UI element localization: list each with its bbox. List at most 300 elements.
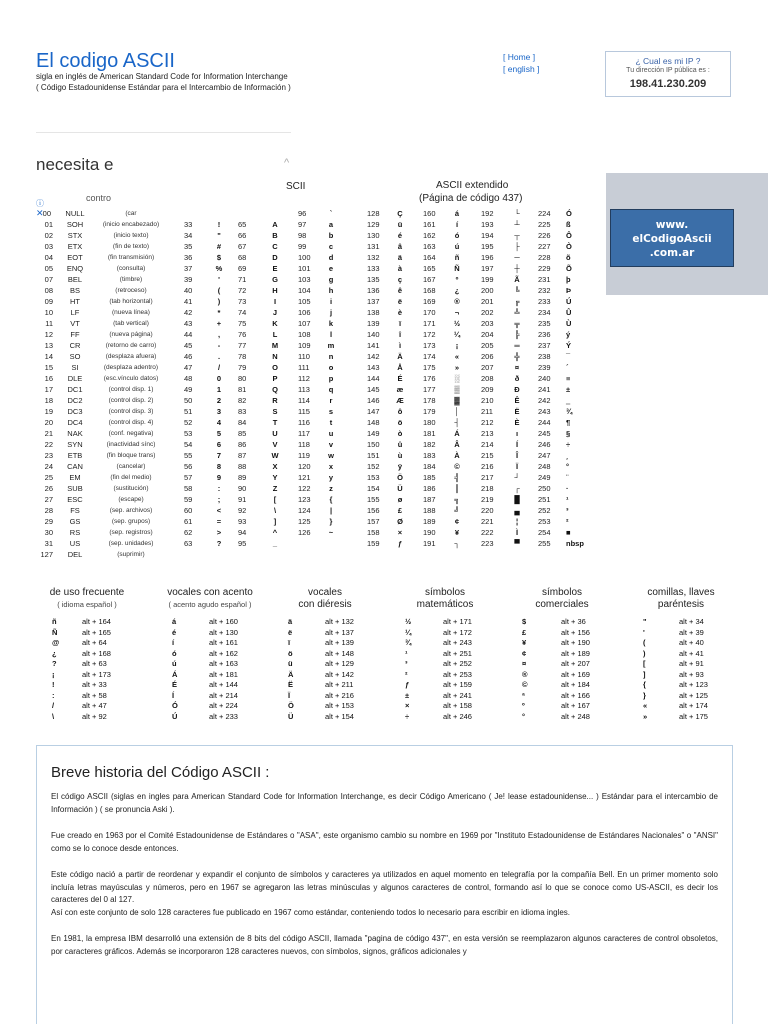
code-glyph: [ (273, 495, 277, 504)
shortcut-char: ë (288, 627, 293, 637)
code-decimal: 45 (184, 341, 193, 350)
code-description: (desplaza afuera) (105, 353, 157, 360)
code-glyph: ╔ (514, 297, 520, 306)
group-subtitle: ( idioma español ) (57, 600, 117, 609)
code-glyph: * (217, 308, 221, 317)
code-glyph: o (328, 363, 334, 372)
code-decimal: 27 (44, 495, 53, 504)
code-glyph: K (272, 319, 278, 328)
code-decimal: 113 (298, 385, 310, 394)
code-abbrev: LF (70, 308, 80, 317)
code-decimal: 53 (184, 429, 193, 438)
code-decimal: 83 (238, 407, 247, 416)
code-decimal: 244 (538, 418, 551, 427)
code-decimal: 49 (184, 385, 193, 394)
code-glyph: Á (454, 429, 460, 438)
code-decimal: 187 (423, 495, 436, 504)
code-decimal: 189 (423, 517, 436, 526)
code-decimal: 128 (367, 209, 380, 218)
code-decimal: 136 (367, 286, 380, 295)
code-glyph: ê (397, 286, 403, 295)
code-decimal: 22 (44, 440, 53, 449)
code-glyph: ▓ (454, 396, 460, 405)
shortcut-code: alt + 173 (82, 669, 111, 679)
shortcut-char: ( (643, 638, 646, 647)
shortcut-code: alt + 91 (679, 659, 704, 668)
shortcut-row (0, 617, 768, 628)
code-decimal: 59 (184, 495, 193, 504)
code-glyph: ¶ (566, 418, 571, 427)
code-decimal: 00 (42, 209, 51, 218)
code-decimal: 117 (298, 429, 310, 438)
code-glyph: ¸ (566, 451, 569, 460)
code-abbrev: STX (67, 231, 83, 240)
subtitle: sigla en inglés de American Standard Code for Information Interchange (36, 72, 288, 81)
code-decimal: 93 (238, 517, 247, 526)
shortcut-code: alt + 47 (82, 701, 107, 710)
shortcut-code: alt + 159 (443, 680, 472, 689)
code-glyph: x (328, 462, 334, 471)
code-decimal: 125 (298, 517, 311, 526)
code-glyph: ± (566, 385, 571, 394)
code-abbrev: NAK (67, 429, 83, 438)
shortcut-char: } (643, 690, 646, 700)
code-glyph: æ (396, 385, 404, 394)
code-glyph: y (328, 473, 334, 482)
extended-header: ASCII extendido (436, 180, 509, 191)
code-decimal: 12 (44, 330, 53, 339)
code-decimal: 118 (298, 440, 310, 449)
shortcut-code: alt + 175 (679, 711, 708, 721)
code-glyph: Ì (515, 528, 519, 537)
close-icon[interactable]: ✕ (36, 208, 44, 218)
code-decimal: 40 (184, 286, 193, 295)
code-decimal: 174 (423, 352, 436, 361)
group-title: de uso frecuente (49, 587, 125, 598)
code-glyph: ‗ (566, 396, 571, 405)
code-decimal: 95 (238, 539, 247, 548)
code-decimal: 196 (481, 253, 494, 262)
group-header (631, 587, 731, 611)
code-abbrev: NULL (65, 209, 85, 218)
code-glyph: ä (397, 253, 403, 262)
code-decimal: 131 (367, 242, 380, 251)
code-abbrev: GS (69, 517, 81, 526)
code-glyph: Q (272, 385, 278, 394)
code-glyph: ▄ (514, 506, 520, 515)
code-glyph: Ë (514, 407, 520, 416)
code-glyph: ┤ (454, 418, 460, 427)
shortcut-char: ü (288, 659, 293, 668)
shortcut-code: alt + 34 (679, 617, 704, 626)
shortcut-code: alt + 58 (82, 690, 107, 700)
group-title: símbolos (424, 587, 465, 598)
code-glyph: H (272, 286, 278, 295)
code-description: (esc.vínculo datos) (103, 375, 159, 382)
code-decimal: 247 (538, 451, 551, 460)
code-decimal: 127 (40, 550, 53, 559)
shortcut-char: ¤ (522, 659, 527, 668)
history-paragraph: Así con este conjunto de solo 128 caracteres fue publicado en 1967 como estándar, conteniendo todos lo necesario para escribir en idioma ingles. (51, 907, 570, 917)
code-decimal: 126 (298, 528, 311, 537)
shortcut-char: ! (52, 680, 55, 689)
shortcut-char: Ü (288, 711, 294, 721)
ad-line-3: .com.ar (649, 247, 695, 259)
code-decimal: 03 (44, 242, 53, 251)
code-decimal: 60 (184, 506, 193, 515)
code-glyph: Õ (566, 264, 572, 273)
code-decimal: 212 (481, 418, 494, 427)
code-glyph: É (397, 374, 403, 383)
code-decimal: 90 (238, 484, 247, 493)
code-glyph: ( (217, 286, 221, 295)
code-description: (fin bloque trans) (106, 452, 156, 459)
site-title[interactable]: El codigo ASCII (36, 50, 175, 72)
overlay-caption: necesita e (36, 155, 114, 174)
code-abbrev: BS (69, 286, 80, 295)
code-glyph: L (272, 330, 278, 339)
code-glyph: a (328, 220, 334, 229)
code-decimal: 94 (238, 528, 247, 537)
code-abbrev: DC1 (67, 385, 83, 394)
shortcut-char: ¿ (52, 648, 57, 658)
code-decimal: 213 (481, 429, 494, 438)
code-decimal: 99 (298, 242, 307, 251)
shortcut-row (0, 691, 768, 702)
code-abbrev: ETX (67, 242, 83, 251)
code-decimal: 67 (238, 242, 247, 251)
info-icon[interactable]: ⓘ (36, 199, 44, 208)
code-decimal: 84 (238, 418, 247, 427)
code-decimal: 145 (367, 385, 380, 394)
shortcut-char: « (643, 701, 648, 710)
shortcut-char: ® (522, 669, 528, 679)
code-glyph: ñ (454, 253, 460, 262)
shortcut-char: ? (52, 659, 57, 668)
shortcut-char: ÷ (405, 711, 410, 721)
code-decimal: 186 (423, 484, 436, 493)
code-decimal: 116 (298, 418, 310, 427)
shortcut-code: alt + 148 (325, 648, 354, 658)
code-glyph: z (329, 484, 333, 493)
code-decimal: 177 (423, 385, 436, 394)
history-section (36, 745, 733, 1024)
code-glyph: ═ (514, 341, 520, 350)
code-glyph: é (397, 231, 403, 240)
history-paragraph: Este código nació a partir de reordenar y expandir el conjunto de símbolos y caracteres ya utilizados en aquel momento en telegrafía por la compañía Bell. En un primer momento solo incluía letras mayúsculas y números, pero en 1967 se agregaron las letras minúsculas y algunos caracteres de control, formando así lo que se conoce como US-ASCII, es decir los caracteres del 0 al 127. (51, 870, 718, 904)
code-glyph: ó (454, 231, 460, 240)
code-glyph: 7 (216, 451, 222, 460)
code-glyph: " (217, 231, 221, 240)
code-glyph: j (329, 308, 333, 317)
code-glyph: ƒ (397, 539, 403, 548)
code-description: (fin de texto) (112, 243, 150, 250)
code-glyph: E (272, 264, 278, 273)
code-glyph: | (329, 506, 333, 515)
code-decimal: 50 (184, 396, 193, 405)
code-abbrev: BEL (67, 275, 83, 284)
code-glyph: W (271, 451, 279, 460)
code-glyph: ð (514, 374, 520, 383)
nav-english-link[interactable]: english (507, 64, 535, 74)
code-description: (tab horizontal) (109, 298, 153, 305)
code-decimal: 168 (423, 286, 436, 295)
code-decimal: 100 (298, 253, 311, 262)
code-glyph: ¥ (454, 528, 460, 537)
shortcut-char: ó (172, 648, 177, 658)
code-description: (tab vertical) (113, 320, 149, 327)
shortcut-code: alt + 233 (209, 711, 238, 721)
code-decimal: 146 (367, 396, 380, 405)
code-decimal: 165 (423, 264, 436, 273)
code-glyph: C (272, 242, 278, 251)
group-title: vocales con acento (167, 587, 253, 598)
code-glyph: , (217, 330, 221, 339)
code-decimal: 200 (481, 286, 494, 295)
shortcut-code: alt + 167 (561, 701, 590, 710)
code-glyph: \ (273, 506, 277, 515)
code-decimal: 23 (44, 451, 53, 460)
code-glyph: nbsp (566, 539, 584, 548)
code-decimal: 101 (298, 264, 311, 273)
shortcut-char: É (172, 680, 178, 689)
shortcut-char: ² (405, 669, 408, 679)
code-decimal: 169 (423, 297, 436, 306)
code-glyph: ¦ (515, 517, 519, 526)
code-glyph: ║ (454, 484, 460, 493)
code-glyph: ╬ (514, 352, 520, 361)
code-decimal: 47 (184, 363, 193, 372)
code-glyph: ┼ (514, 264, 520, 273)
code-decimal: 96 (298, 209, 307, 218)
shortcut-code: alt + 252 (443, 659, 472, 668)
code-decimal: 17 (44, 385, 53, 394)
code-glyph: ³ (566, 506, 569, 515)
code-decimal: 55 (184, 451, 193, 460)
code-glyph: l (329, 330, 333, 339)
code-glyph: ╩ (514, 308, 520, 317)
code-glyph: à (397, 264, 403, 273)
code-decimal: 69 (238, 264, 247, 273)
code-glyph: Ä (397, 352, 403, 361)
code-glyph: N (272, 352, 278, 361)
shortcut-char: [ (643, 659, 646, 668)
shortcut-char: ³ (405, 659, 408, 668)
code-glyph: Z (272, 484, 278, 493)
code-abbrev: US (69, 539, 81, 548)
shortcut-code: alt + 41 (679, 648, 704, 658)
code-decimal: 220 (481, 506, 494, 515)
code-glyph: ¨ (566, 473, 569, 482)
group-title: símbolos (541, 587, 582, 598)
code-decimal: 135 (367, 275, 380, 284)
code-decimal: 44 (184, 330, 193, 339)
code-decimal: 105 (298, 297, 311, 306)
code-glyph: } (329, 517, 333, 526)
code-decimal: 234 (538, 308, 551, 317)
code-glyph: Í (515, 440, 519, 449)
shortcut-code: alt + 172 (443, 627, 472, 637)
code-glyph: ø (397, 495, 403, 504)
code-glyph: ░ (454, 374, 460, 383)
code-decimal: 05 (44, 264, 53, 273)
code-decimal: 225 (538, 220, 551, 229)
shortcut-char: Ú (172, 711, 178, 721)
code-glyph: È (514, 418, 520, 427)
code-decimal: 252 (538, 506, 551, 515)
code-abbrev: DC3 (67, 407, 83, 416)
code-glyph: - (217, 341, 221, 350)
code-decimal: 86 (238, 440, 247, 449)
code-decimal: 239 (538, 363, 551, 372)
code-description: (inicio encabezado) (102, 221, 160, 228)
code-abbrev: DC2 (67, 396, 83, 405)
code-glyph: p (328, 374, 334, 383)
shortcut-code: alt + 251 (443, 648, 472, 658)
code-decimal: 164 (423, 253, 436, 262)
code-decimal: 208 (481, 374, 494, 383)
code-decimal: 238 (538, 352, 551, 361)
code-glyph: v (328, 440, 334, 449)
code-decimal: 217 (481, 473, 494, 482)
code-decimal: 42 (184, 308, 193, 317)
code-glyph: ┬ (514, 231, 520, 240)
code-decimal: 222 (481, 528, 494, 537)
shortcut-code: alt + 64 (82, 638, 107, 647)
shortcut-char: í (172, 638, 175, 647)
code-glyph: Ò (566, 242, 572, 251)
code-glyph: Û (566, 308, 572, 317)
code-glyph: º (455, 275, 459, 284)
code-decimal: 245 (538, 429, 551, 438)
code-description: (sep. grupos) (111, 518, 151, 525)
code-decimal: 129 (367, 220, 380, 229)
code-decimal: 89 (238, 473, 247, 482)
history-paragraph: Fue creado en 1963 por el Comité Estadounidense de Estándares o "ASA", este organismo cambio su nombre en 1969 por "Instituto Estadounidense de Estándares Nacionales" o "ANSI" como se lo conoce desde entonces. (51, 831, 718, 853)
shortcut-row (0, 680, 768, 691)
code-description: (sep. registros) (109, 529, 153, 536)
code-glyph: ü (397, 220, 403, 229)
code-decimal: 151 (367, 451, 380, 460)
code-glyph: ┌ (514, 484, 520, 493)
code-decimal: 65 (238, 220, 247, 229)
shortcut-code: alt + 154 (325, 711, 354, 721)
code-decimal: 120 (298, 462, 311, 471)
code-glyph: þ (566, 275, 571, 284)
code-decimal: 21 (44, 429, 53, 438)
nav-home-link[interactable]: Home (507, 52, 531, 62)
code-glyph: c (328, 242, 334, 251)
code-glyph: ┐ (454, 539, 460, 548)
code-abbrev: CR (69, 341, 81, 350)
code-decimal: 133 (367, 264, 380, 273)
code-decimal: 197 (481, 264, 494, 273)
shortcut-char: ± (405, 690, 410, 700)
code-decimal: 13 (44, 341, 53, 350)
shortcut-code: alt + 158 (443, 701, 472, 710)
code-decimal: 254 (538, 528, 551, 537)
shortcut-char: Ñ (52, 627, 58, 637)
code-glyph: : (217, 484, 221, 493)
code-glyph: ┘ (514, 473, 520, 482)
shortcut-code: alt + 248 (561, 711, 590, 721)
code-decimal: 201 (481, 297, 494, 306)
code-glyph: » (454, 363, 460, 372)
code-decimal: 182 (423, 440, 436, 449)
code-decimal: 253 (538, 517, 551, 526)
code-decimal: 191 (423, 539, 436, 548)
shortcut-code: alt + 161 (209, 638, 238, 647)
code-description: (escape) (118, 496, 144, 503)
group-header (280, 587, 370, 611)
code-glyph: ì (398, 341, 402, 350)
code-decimal: 16 (44, 374, 53, 383)
code-description: (control disp. 2) (108, 397, 154, 404)
code-decimal: 02 (44, 231, 53, 240)
code-glyph: ç (397, 275, 403, 284)
code-decimal: 77 (238, 341, 247, 350)
code-glyph: ¾ (566, 407, 573, 416)
shortcut-char: ° (522, 711, 525, 721)
code-glyph: V (272, 440, 278, 449)
code-description: (control disp. 4) (108, 419, 154, 426)
code-glyph: ô (397, 407, 403, 416)
code-decimal: 115 (298, 407, 310, 416)
code-abbrev: DLE (67, 374, 83, 383)
code-description: (suprimir) (117, 551, 145, 558)
shortcut-code: alt + 139 (325, 638, 354, 647)
code-glyph: í (455, 220, 459, 229)
shortcut-code: alt + 164 (82, 617, 111, 626)
code-glyph: s (328, 407, 334, 416)
shortcut-char: é (172, 627, 177, 637)
shortcut-char: " (643, 617, 647, 626)
code-glyph: 3 (216, 407, 222, 416)
code-decimal: 97 (298, 220, 307, 229)
code-decimal: 216 (481, 462, 494, 471)
code-glyph: § (566, 429, 571, 438)
code-decimal: 139 (367, 319, 380, 328)
code-glyph: ▀ (514, 539, 520, 548)
code-decimal: 98 (298, 231, 307, 240)
code-glyph: ÿ (397, 462, 403, 471)
code-decimal: 183 (423, 451, 436, 460)
code-glyph: Ñ (454, 264, 460, 273)
code-decimal: 34 (184, 231, 193, 240)
code-glyph: 4 (216, 418, 222, 427)
code-glyph: m (327, 341, 335, 350)
shortcut-row (0, 649, 768, 660)
code-decimal: 79 (238, 363, 247, 372)
code-decimal: 192 (481, 209, 494, 218)
code-decimal: 205 (481, 341, 494, 350)
extended-subheader: (Página de código 437) (419, 193, 523, 204)
shortcut-char: ï (288, 638, 291, 647)
code-glyph: î (398, 330, 402, 339)
code-description: (car (125, 210, 137, 217)
code-glyph: ÷ (566, 440, 571, 449)
code-glyph: Ó (566, 209, 572, 218)
code-glyph: 2 (216, 396, 222, 405)
code-glyph: J (272, 308, 278, 317)
code-decimal: 68 (238, 253, 247, 262)
code-decimal: 188 (423, 506, 436, 515)
code-decimal: 119 (298, 451, 310, 460)
shortcut-code: alt + 216 (325, 690, 354, 700)
code-decimal: 15 (44, 363, 53, 372)
code-glyph: ╝ (454, 506, 460, 515)
ip-question: ¿ Cual es mi IP ? (635, 56, 701, 66)
